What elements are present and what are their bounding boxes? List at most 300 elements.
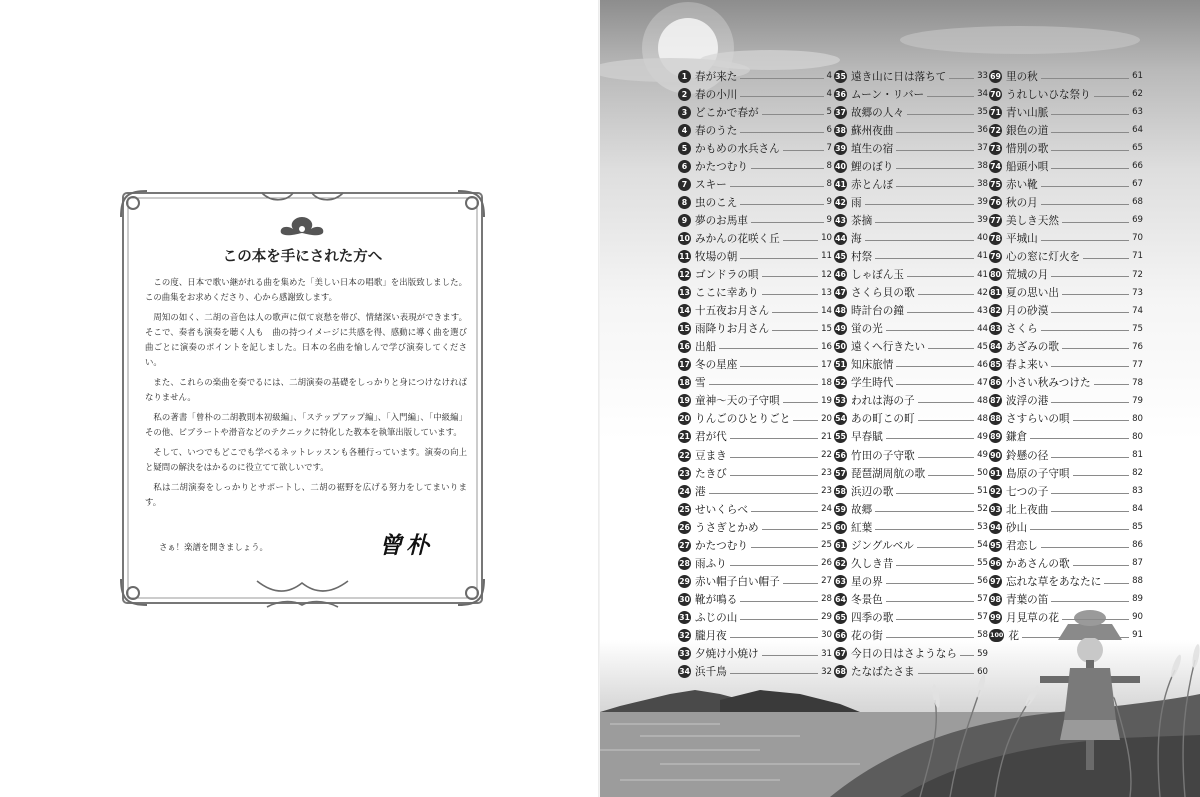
entry-number-badge: 12 <box>679 270 690 280</box>
entry-page-number: 22 <box>821 450 832 460</box>
contents-entry <box>678 266 832 284</box>
contents-entry <box>834 392 988 410</box>
entry-title: 里の秋 <box>1006 70 1038 83</box>
contents-entry <box>678 518 832 536</box>
entry-number-badge: 87 <box>990 396 1001 406</box>
entry-title: 遠き山に日は落ちて <box>851 70 947 83</box>
leader-line <box>1030 438 1129 439</box>
entry-number-badge: 2 <box>678 88 691 101</box>
entry-number-badge: 7 <box>678 178 691 191</box>
entry-title: 童神〜天の子守唄 <box>695 395 780 408</box>
contents-entry <box>834 572 988 590</box>
entry-number-badge: 88 <box>990 414 1001 424</box>
entry-page-number: 52 <box>977 504 988 515</box>
entry-title: 靴が鳴る <box>695 593 738 606</box>
leader-line <box>1094 96 1129 97</box>
entry-page-number: 78 <box>1132 377 1143 388</box>
leader-line <box>875 511 974 512</box>
leader-line <box>1051 114 1129 115</box>
entry-number-badge: 50 <box>835 342 846 352</box>
entry-title: 雨降りお月さん <box>695 323 770 336</box>
entry-title: 夏の思い出 <box>1006 287 1059 300</box>
entry-page-number: 80 <box>1132 431 1143 442</box>
entry-number-badge: 17 <box>679 360 690 370</box>
entry-title: 茶摘 <box>851 214 873 227</box>
entry-page-number: 5 <box>826 107 832 118</box>
entry-page-number: 9 <box>826 197 832 208</box>
entry-title: 雨ふり <box>695 557 727 570</box>
entry-page-number: 43 <box>977 305 988 316</box>
entry-page-number: 45 <box>977 341 988 352</box>
entry-page-number: 12 <box>821 269 832 280</box>
leader-line <box>1051 457 1129 458</box>
contents-entry <box>989 500 1143 518</box>
entry-number-badge: 71 <box>990 107 1001 117</box>
leader-line <box>918 673 975 674</box>
entry-number-badge: 28 <box>679 558 690 568</box>
contents-entry <box>989 626 1143 644</box>
entry-page-number: 26 <box>821 558 832 569</box>
entry-page-number: 57 <box>977 594 988 605</box>
entry-number-badge: 54 <box>835 414 846 424</box>
contents-entry <box>834 608 988 626</box>
entry-page-number: 10 <box>821 233 832 244</box>
entry-number-badge: 25 <box>679 504 690 514</box>
contents-entry <box>834 139 988 157</box>
leader-line <box>709 493 818 494</box>
contents-entry <box>678 229 832 247</box>
leader-line <box>730 438 818 439</box>
leader-line <box>740 132 823 133</box>
contents-entry <box>834 121 988 139</box>
entry-number-badge: 41 <box>835 179 846 189</box>
leader-line <box>886 330 974 331</box>
entry-title: かたつむり <box>695 539 748 552</box>
entry-page-number: 84 <box>1132 504 1143 515</box>
entry-page-number: 62 <box>1132 89 1143 100</box>
entry-number-badge: 64 <box>835 594 846 604</box>
leader-line <box>896 366 974 367</box>
entry-title: さくら <box>1006 323 1038 336</box>
contents-entry <box>834 410 988 428</box>
preface-paragraph: 私の著書「曾朴の二胡教則本初級編」、「ステップアップ編」、「入門編」、「中級編」その他、ビブラートや滑音などのテクニックに特化した教本を執筆出版しています。 <box>145 412 467 437</box>
entry-number-badge: 33 <box>679 649 690 659</box>
entry-page-number: 55 <box>977 558 988 569</box>
entry-number-badge: 5 <box>678 142 691 155</box>
entry-page-number: 82 <box>1132 468 1143 479</box>
entry-title: 鈴懸の径 <box>1006 449 1049 462</box>
contents-entry <box>678 626 832 644</box>
entry-page-number: 83 <box>1132 486 1143 497</box>
entry-number-badge: 94 <box>990 522 1001 532</box>
entry-title: 赤い帽子白い帽子 <box>695 575 780 588</box>
entry-page-number: 25 <box>821 540 832 551</box>
leader-line <box>730 673 818 674</box>
entry-title: たなばたさま <box>851 666 915 679</box>
leader-line <box>740 366 818 367</box>
leader-line <box>896 150 974 151</box>
entry-page-number: 19 <box>821 395 832 406</box>
entry-title: 鯉のぼり <box>851 160 894 173</box>
entry-page-number: 30 <box>821 630 832 641</box>
entry-page-number: 87 <box>1132 558 1143 569</box>
contents-entry <box>989 554 1143 572</box>
leader-line <box>896 619 974 620</box>
entry-page-number: 7 <box>826 143 832 154</box>
leader-line <box>1051 276 1129 277</box>
entry-number-badge: 81 <box>990 288 1001 298</box>
leader-line <box>1051 312 1129 313</box>
entry-title: 夢のお馬車 <box>695 214 748 227</box>
contents-entry <box>989 482 1143 500</box>
entry-number-badge: 73 <box>990 143 1001 153</box>
contents-entry <box>678 446 832 464</box>
contents-entry <box>989 320 1143 338</box>
entry-title: うさぎとかめ <box>695 521 759 534</box>
entry-number-badge: 49 <box>835 324 846 334</box>
entry-title: みかんの花咲く丘 <box>695 232 780 245</box>
contents-entry <box>678 103 832 121</box>
entry-number-badge: 90 <box>990 450 1001 460</box>
entry-page-number: 71 <box>1132 251 1143 262</box>
contents-entry <box>834 518 988 536</box>
contents-entry <box>834 67 988 85</box>
entry-page-number: 27 <box>821 576 832 587</box>
contents-entry <box>989 121 1143 139</box>
entry-number-badge: 30 <box>679 594 690 604</box>
entry-title: 北上夜曲 <box>1006 503 1049 516</box>
entry-number-badge: 58 <box>835 486 846 496</box>
entry-title: さくら貝の歌 <box>851 287 915 300</box>
contents-entry <box>678 428 832 446</box>
entry-page-number: 81 <box>1132 450 1143 460</box>
leader-line <box>783 583 818 584</box>
entry-number-badge: 11 <box>679 251 690 261</box>
contents-entry <box>989 356 1143 374</box>
entry-number-badge: 97 <box>990 576 1001 586</box>
contents-entry <box>989 266 1143 284</box>
entry-page-number: 23 <box>821 468 832 479</box>
entry-title: 七つの子 <box>1006 485 1049 498</box>
contents-entry <box>834 428 988 446</box>
leader-line <box>740 78 823 79</box>
entry-title: 港 <box>695 485 706 498</box>
entry-title: 忘れな草をあなたに <box>1006 575 1102 588</box>
entry-number-badge: 56 <box>835 450 846 460</box>
contents-entry <box>989 464 1143 482</box>
contents-entry <box>834 374 988 392</box>
entry-number-badge: 96 <box>990 558 1001 568</box>
entry-page-number: 72 <box>1132 269 1143 280</box>
contents-entry <box>834 500 988 518</box>
leader-line <box>1051 366 1129 367</box>
entry-page-number: 73 <box>1132 287 1143 298</box>
entry-page-number: 66 <box>1132 161 1143 172</box>
contents-entry <box>989 67 1143 85</box>
entry-page-number: 41 <box>977 251 988 262</box>
entry-title: 虫のこえ <box>695 196 738 209</box>
entry-title: かもめの水兵さん <box>695 142 780 155</box>
leader-line <box>762 529 819 530</box>
preface-paragraph: 私は二胡演奏をしっかりとサポートし、二胡の裾野を広げる努力をしてまいります。 <box>145 482 467 507</box>
entry-title: どこかで春が <box>695 106 759 119</box>
entry-number-badge: 55 <box>835 432 846 442</box>
entry-number-badge: 48 <box>835 306 846 316</box>
contents-entry <box>989 410 1143 428</box>
entry-page-number: 31 <box>821 648 832 659</box>
entry-title: かたつむり <box>695 160 748 173</box>
entry-number-badge: 67 <box>835 649 846 659</box>
entry-title: 小さい秋みつけた <box>1006 377 1091 390</box>
contents-entry <box>989 518 1143 536</box>
entry-title: 春のうた <box>695 124 738 137</box>
entry-title: 久しき昔 <box>851 557 894 570</box>
entry-number-badge: 32 <box>679 630 690 640</box>
leader-line <box>886 637 974 638</box>
contents-entry <box>834 645 988 663</box>
leader-line <box>783 150 824 151</box>
contents-entry <box>834 193 988 211</box>
entry-number-badge: 14 <box>679 306 690 316</box>
author-signature: 曾朴 <box>379 532 433 559</box>
leader-line <box>730 457 818 458</box>
entry-title: 豆まき <box>695 449 727 462</box>
entry-title: 荒城の月 <box>1006 269 1049 282</box>
preface-heading: この本を手にされた方へ <box>222 249 383 265</box>
entry-number-badge: 47 <box>835 288 846 298</box>
entry-page-number: 24 <box>821 504 832 515</box>
entry-title: 春よ来い <box>1006 359 1049 372</box>
contents-entry <box>678 608 832 626</box>
contents-entry <box>989 392 1143 410</box>
entry-number-badge: 92 <box>990 486 1001 496</box>
entry-page-number: 79 <box>1132 395 1143 406</box>
entry-title: 海 <box>851 232 862 245</box>
entry-number-badge: 59 <box>835 504 846 514</box>
entry-number-badge: 60 <box>835 522 846 532</box>
entry-page-number: 17 <box>821 359 832 370</box>
entry-page-number: 16 <box>821 341 832 352</box>
entry-title: 月の砂漠 <box>1006 305 1049 318</box>
leader-line <box>886 438 974 439</box>
entry-title: 故郷 <box>851 503 873 516</box>
entry-title: 鎌倉 <box>1006 431 1028 444</box>
closing-line: さぁ！楽譜を開きましょう。 <box>159 542 268 552</box>
leader-line <box>740 619 818 620</box>
entry-title: 浜辺の歌 <box>851 485 894 498</box>
leader-line <box>762 655 819 656</box>
contents-entry <box>678 572 832 590</box>
entry-title: スキー <box>695 178 727 191</box>
entry-number-badge: 99 <box>990 612 1001 622</box>
entry-title: ふじの山 <box>695 611 738 624</box>
entry-page-number: 65 <box>1132 143 1143 154</box>
entry-title: 雪 <box>695 377 706 390</box>
entry-title: 美しき天然 <box>1006 214 1059 227</box>
leader-line <box>740 258 818 259</box>
preface-paragraph: 周知の如く、二胡の音色は人の歌声に似て哀愁を帯び、情緒深い表現ができます。そこで、奏者も演奏を聴く人も 曲の持つイメージに共感を得、感動に導く曲を選び曲ごとに演奏のポイントを記しました。日本の名曲を愉しんで学び演奏してください。 <box>145 312 467 367</box>
entry-page-number: 59 <box>977 648 988 659</box>
entry-title: 学生時代 <box>851 377 894 390</box>
entry-number-badge: 43 <box>835 215 846 225</box>
entry-number-badge: 29 <box>679 576 690 586</box>
leader-line <box>875 529 974 530</box>
entry-page-number: 33 <box>977 71 988 82</box>
preface-paragraph: この度、日本で歌い継がれる曲を集めた「美しい日本の唱歌」を出版致しました。この曲集をお求めくださり、心から感謝致します。 <box>145 277 467 302</box>
entry-title: 心の窓に灯火を <box>1006 250 1081 263</box>
entry-title: 早春賦 <box>851 431 883 444</box>
contents-entry <box>678 663 832 681</box>
contents-entry <box>989 211 1143 229</box>
entry-number-badge: 37 <box>835 107 846 117</box>
entry-page-number: 39 <box>977 215 988 226</box>
leader-line <box>907 114 974 115</box>
contents-entry <box>834 157 988 175</box>
entry-page-number: 60 <box>977 666 988 677</box>
entry-title: 四季の歌 <box>851 611 894 624</box>
leader-line <box>928 475 974 476</box>
entry-page-number: 53 <box>977 522 988 533</box>
entry-page-number: 36 <box>977 125 988 136</box>
leader-line <box>751 511 818 512</box>
entry-number-badge: 100 <box>989 629 1004 642</box>
entry-number-badge: 6 <box>678 160 691 173</box>
contents-entry <box>678 374 832 392</box>
entry-page-number: 34 <box>977 89 988 100</box>
leader-line <box>1073 475 1130 476</box>
entry-page-number: 39 <box>977 197 988 208</box>
entry-number-badge: 8 <box>678 196 691 209</box>
contents-entry <box>989 85 1143 103</box>
entry-number-badge: 51 <box>835 360 846 370</box>
entry-title: 花 <box>1008 629 1019 642</box>
entry-page-number: 8 <box>826 179 832 190</box>
entry-title: 冬景色 <box>851 593 883 606</box>
leader-line <box>709 384 818 385</box>
entry-page-number: 61 <box>1132 71 1143 82</box>
contents-entry <box>678 464 832 482</box>
contents-entry <box>834 446 988 464</box>
contents-entry <box>989 590 1143 608</box>
entry-title: せいくらべ <box>695 503 748 516</box>
entry-title: 雨 <box>851 196 862 209</box>
entry-title: あざみの歌 <box>1006 341 1059 354</box>
entry-number-badge: 26 <box>679 522 690 532</box>
contents-entry <box>678 139 832 157</box>
entry-title: 琵琶湖周航の歌 <box>851 467 926 480</box>
entry-title: ジングルベル <box>851 539 914 552</box>
entry-number-badge: 46 <box>835 270 846 280</box>
entry-number-badge: 70 <box>990 89 1001 99</box>
entry-page-number: 89 <box>1132 594 1143 605</box>
entry-page-number: 4 <box>826 89 832 100</box>
contents-entry <box>678 500 832 518</box>
entry-page-number: 80 <box>1132 413 1143 424</box>
contents-entry <box>834 175 988 193</box>
leader-line <box>730 186 824 187</box>
entry-page-number: 42 <box>977 287 988 298</box>
leader-line <box>949 78 974 79</box>
entry-number-badge: 10 <box>679 233 690 243</box>
entry-number-badge: 78 <box>990 233 1001 243</box>
entry-number-badge: 13 <box>679 288 690 298</box>
entry-title: われは海の子 <box>851 395 915 408</box>
leader-line <box>783 402 818 403</box>
entry-page-number: 18 <box>821 377 832 388</box>
leader-line <box>740 96 823 97</box>
entry-number-badge: 20 <box>679 414 690 424</box>
entry-number-badge: 42 <box>835 197 846 207</box>
entry-page-number: 75 <box>1132 323 1143 334</box>
leader-line <box>896 384 974 385</box>
entry-title: 砂山 <box>1006 521 1028 534</box>
contents-entry <box>989 175 1143 193</box>
entry-number-badge: 82 <box>990 306 1001 316</box>
contents-entry <box>834 320 988 338</box>
entry-page-number: 77 <box>1132 359 1143 370</box>
leader-line <box>1094 384 1130 385</box>
leader-line <box>907 312 974 313</box>
entry-number-badge: 1 <box>678 70 691 83</box>
entry-number-badge: 75 <box>990 179 1001 189</box>
leader-line <box>1051 493 1129 494</box>
leader-line <box>896 132 974 133</box>
entry-title: 夕焼け小焼け <box>695 648 759 661</box>
leader-line <box>1083 258 1129 259</box>
entry-number-badge: 83 <box>990 324 1001 334</box>
entry-page-number: 69 <box>1132 215 1143 226</box>
entry-page-number: 90 <box>1132 612 1143 623</box>
leader-line <box>1051 150 1129 151</box>
entry-number-badge: 9 <box>678 214 691 227</box>
leader-line <box>783 240 818 241</box>
entry-title: 故郷の人々 <box>851 106 904 119</box>
entry-page-number: 9 <box>826 215 832 226</box>
entry-page-number: 40 <box>977 233 988 244</box>
contents-entry <box>834 247 988 265</box>
contents-entry <box>989 572 1143 590</box>
entry-number-badge: 63 <box>835 576 846 586</box>
entry-page-number: 25 <box>821 522 832 533</box>
leader-line <box>907 276 974 277</box>
leader-line <box>1051 168 1129 169</box>
entry-number-badge: 61 <box>835 540 846 550</box>
contents-entry <box>834 338 988 356</box>
leader-line <box>1051 132 1129 133</box>
entry-page-number: 49 <box>977 431 988 442</box>
contents-entry <box>834 85 988 103</box>
entry-page-number: 68 <box>1132 197 1143 208</box>
entry-number-badge: 98 <box>990 594 1001 604</box>
contents-entry <box>989 284 1143 302</box>
entry-title: 島原の子守唄 <box>1006 467 1070 480</box>
entry-page-number: 50 <box>977 468 988 479</box>
leader-line <box>730 565 818 566</box>
entry-title: 赤い靴 <box>1006 178 1038 191</box>
entry-number-badge: 84 <box>990 342 1001 352</box>
entry-page-number: 48 <box>977 413 988 424</box>
entry-page-number: 74 <box>1132 305 1143 316</box>
entry-number-badge: 77 <box>990 215 1001 225</box>
leader-line <box>896 186 974 187</box>
contents-entry <box>678 410 832 428</box>
entry-title: 出船 <box>695 341 717 354</box>
contents-entry <box>834 590 988 608</box>
leader-line <box>918 457 975 458</box>
entry-number-badge: 19 <box>679 396 690 406</box>
entry-page-number: 70 <box>1132 233 1143 244</box>
entry-number-badge: 95 <box>990 540 1001 550</box>
